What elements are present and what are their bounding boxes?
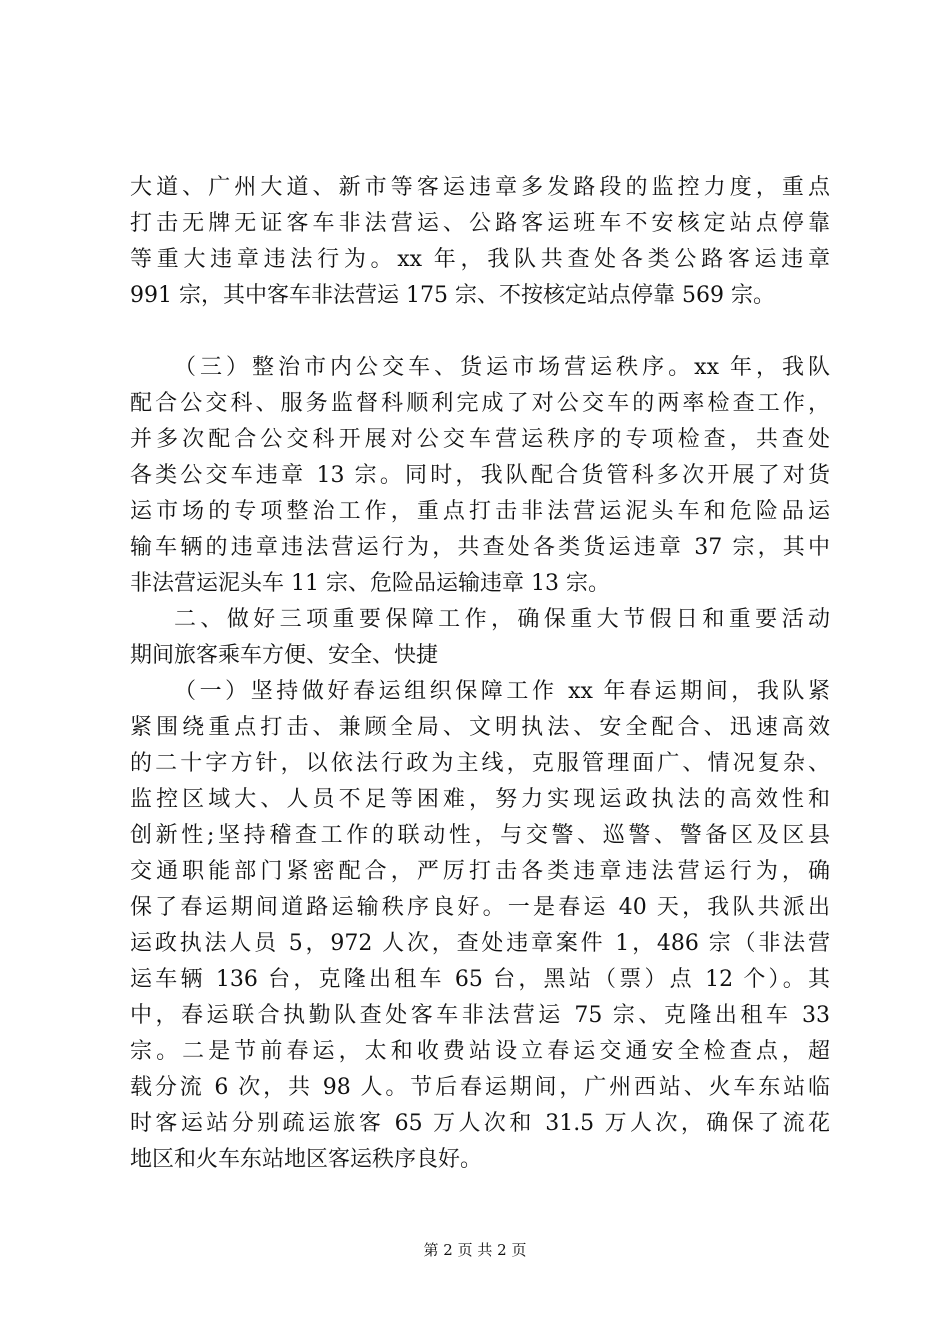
text-line: 非法营运泥头车 11 宗、危险品运输违章 13 宗。 <box>130 571 610 596</box>
text-line: 中，春运联合执勤队查处客车非法营运 75 宗、克隆出租车 33 <box>130 1003 830 1028</box>
paragraph-4 <box>130 674 830 1178</box>
text-line: 打击无牌无证客车非法营运、公路客运班车不安核定站点停靠 <box>130 211 830 236</box>
text-line: 等重大违章违法行为。xx 年，我队共查处各类公路客运违章 <box>130 247 830 272</box>
text-line: 地区和火车东站地区客运秩序良好。 <box>130 1147 483 1172</box>
text-line: 宗。二是节前春运，太和收费站设立春运交通安全检查点，超 <box>130 1039 830 1064</box>
paragraph-1 <box>130 170 830 314</box>
text-line: 大道、广州大道、新市等客运违章多发路段的监控力度，重点 <box>130 175 830 200</box>
text-line: 交通职能部门紧密配合，严厉打击各类违章违法营运行为，确 <box>130 859 830 884</box>
text-line: 配合公交科、服务监督科顺利完成了对公交车的两率检查工作， <box>130 391 830 416</box>
text-line: 紧围绕重点打击、兼顾全局、文明执法、安全配合、迅速高效 <box>130 715 830 740</box>
section-heading <box>130 602 830 674</box>
text-line: 保了春运期间道路运输秩序良好。一是春运 40 天，我队共派出 <box>130 895 830 920</box>
document-body <box>130 170 830 1178</box>
text-line: 运市场的专项整治工作，重点打击非法营运泥头车和危险品运 <box>130 499 830 524</box>
text-line: 991 宗，其中客车非法营运 175 宗、不按核定站点停靠 569 宗。 <box>130 283 775 308</box>
text-line: 的二十字方针，以依法行政为主线，克服管理面广、情况复杂、 <box>130 751 830 776</box>
text-line: 载分流 6 次，共 98 人。节后春运期间，广州西站、火车东站临 <box>130 1075 830 1100</box>
paragraph-gap <box>130 314 830 350</box>
text-line: （三）整治市内公交车、货运市场营运秩序。xx 年，我队 <box>174 355 830 380</box>
text-line: 监控区域大、人员不足等困难，努力实现运政执法的高效性和 <box>130 787 830 812</box>
page-footer: 第 2 页 共 2 页 <box>423 1241 527 1259</box>
text-line: 运政执法人员 5，972 人次，查处违章案件 1，486 宗（非法营 <box>130 931 830 956</box>
text-line: 并多次配合公交科开展对公交车营运秩序的专项检查，共查处 <box>130 427 830 452</box>
text-line: 创新性;坚持稽查工作的联动性，与交警、巡警、警备区及区县 <box>130 823 830 848</box>
text-line: 二、做好三项重要保障工作，确保重大节假日和重要活动 <box>174 607 830 632</box>
text-line: 期间旅客乘车方便、安全、快捷 <box>130 643 439 668</box>
text-line: 输车辆的违章违法营运行为，共查处各类货运违章 37 宗，其中 <box>130 535 830 560</box>
text-line: 时客运站分别疏运旅客 65 万人次和 31.5 万人次，确保了流花 <box>130 1111 830 1136</box>
text-line: 各类公交车违章 13 宗。同时，我队配合货管科多次开展了对货 <box>130 463 830 488</box>
text-line: 运车辆 136 台，克隆出租车 65 台，黑站（票）点 12 个）。其 <box>130 967 830 992</box>
text-line: （一）坚持做好春运组织保障工作 xx 年春运期间，我队紧 <box>174 679 830 704</box>
paragraph-2 <box>130 350 830 602</box>
